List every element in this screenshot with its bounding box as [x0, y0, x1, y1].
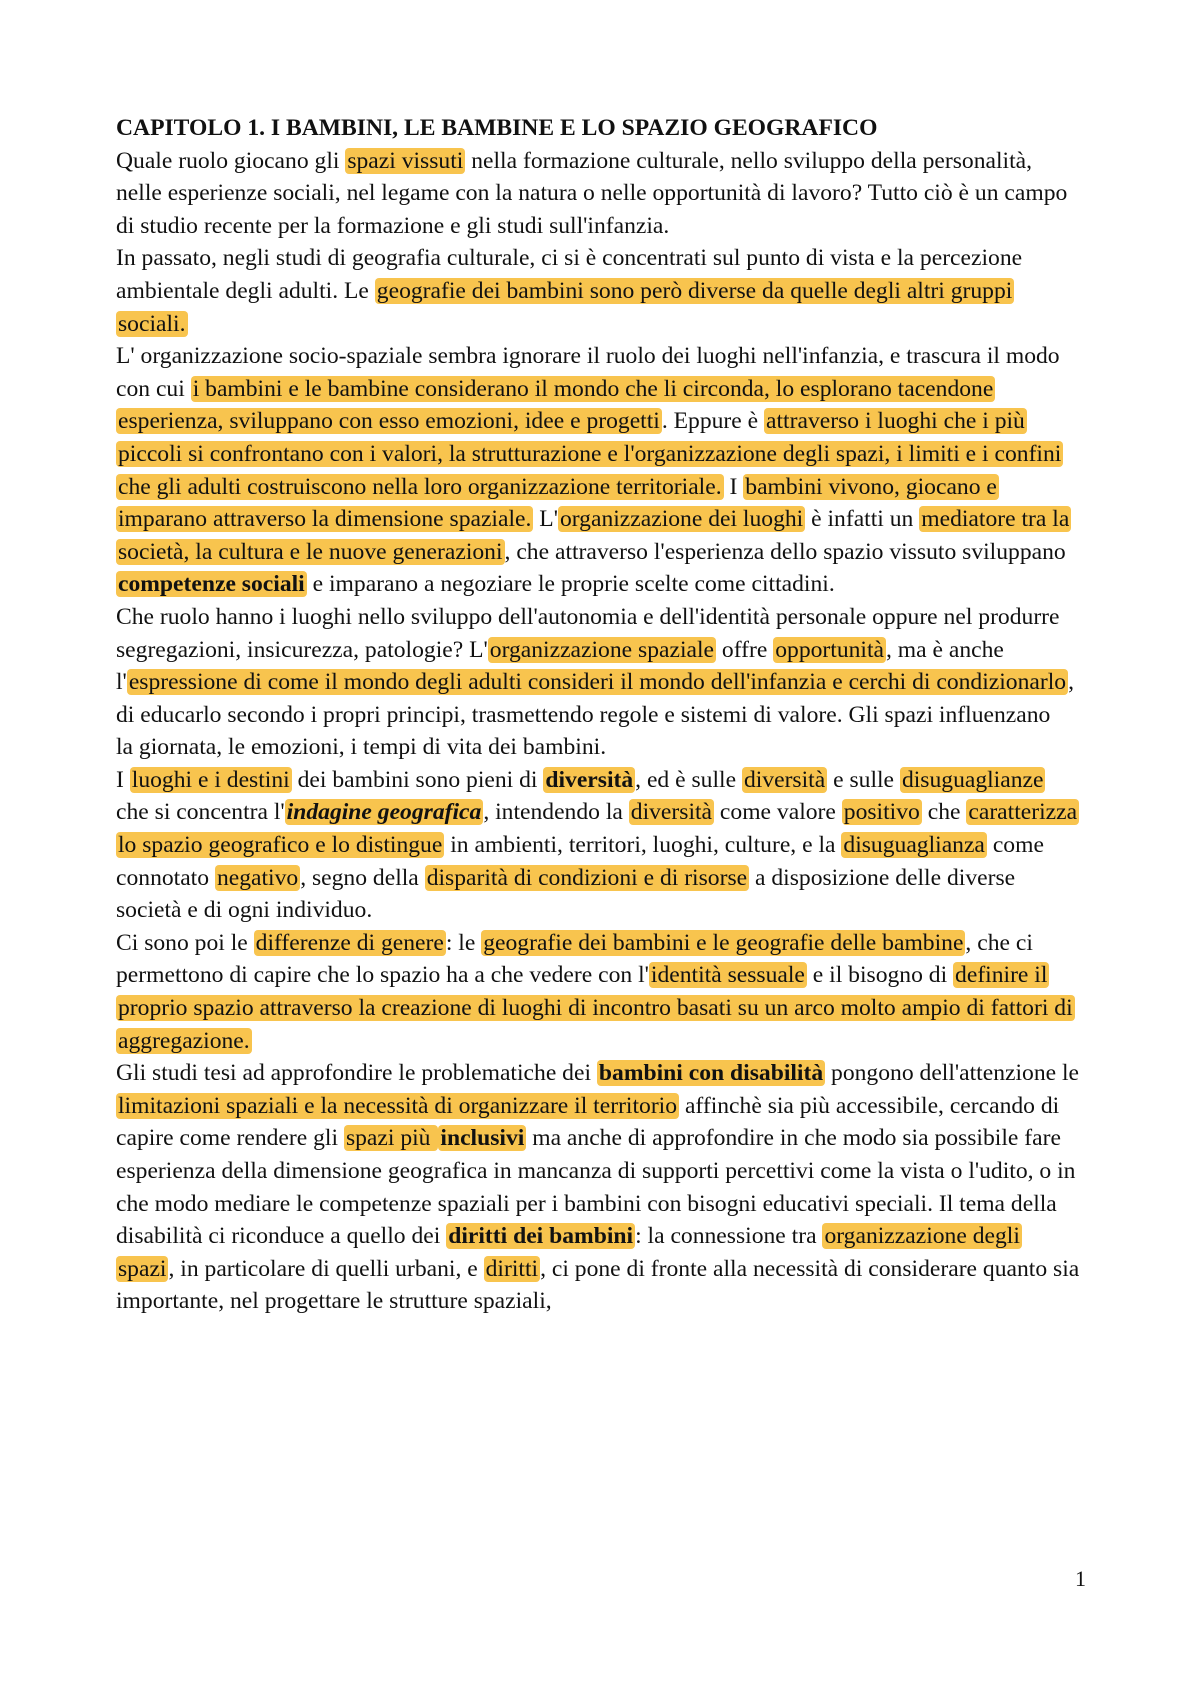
paragraph [116, 242, 1082, 340]
text-run: : le [445, 929, 482, 956]
highlighted-text: definire il proprio spazio attraverso la creazione di luoghi di incontro basati su un arco molto ampio di fattori di aggregazione. [118, 962, 1073, 1054]
text-run: Che ruolo hanno i luoghi nello sviluppo dell'autonomia e dell'identità personale oppure nel produrre segregazioni, insicurezza, patologie? L' [116, 603, 1060, 663]
text-run: , intendendo la [483, 799, 629, 826]
text-run: e imparano a negoziare le proprie scelte come cittadini. [306, 571, 835, 598]
highlighted-text: attraverso i luoghi che i più piccoli si confrontano con i valori, la strutturazione e l'organizzazione degli spazi, i limiti e i confini che gli adulti costruiscono nella loro organizzazione territoriale. [118, 408, 1062, 500]
highlighted-text: disparità di condizioni e di risorse [426, 864, 748, 891]
highlighted-text: luoghi e i destini [131, 766, 290, 793]
chapter-title: CAPITOLO 1. I BAMBINI, LE BAMBINE E LO SPAZIO GEOGRAFICO [116, 115, 878, 141]
highlighted-text: diversità [743, 766, 826, 793]
highlighted-text: disuguaglianze [901, 766, 1044, 793]
highlighted-text: diritti dei bambini [448, 1223, 634, 1250]
highlighted-text: disuguaglianza [843, 832, 985, 859]
highlighted-text: spazi più [345, 1125, 437, 1152]
text-run: che si concentra l' [116, 799, 285, 826]
text-run: L' organizzazione socio-spaziale sembra ignorare il ruolo dei luoghi nell'infanzia, e trascura il modo con cui [116, 343, 1060, 402]
page-number: 1 [1075, 1566, 1086, 1591]
paragraph-list [116, 145, 1082, 1318]
highlighted-text: spazi vissuti [347, 147, 464, 174]
highlighted-text: i bambini e le bambine considerano il mondo che li circonda, lo esplorano tacendone esperienza, sviluppano con esso emozioni, idee e progetti [118, 375, 994, 435]
highlighted-text: competenze sociali [118, 571, 305, 598]
highlighted-text: organizzazione dei luoghi [559, 506, 804, 533]
text-run: , che attraverso l'esperienza dello spazio vissuto sviluppano [504, 538, 1066, 565]
paragraph [116, 731, 1082, 764]
highlighted-text: caratterizza lo spazio geografico e lo distingue [118, 799, 1078, 859]
highlighted-text: geografie dei bambini e le geografie delle bambine [483, 929, 964, 956]
text-run: In passato, negli studi di geografia culturale, ci si è concentrati sul punto di vista e la percezione ambientale degli adulti. Le [116, 245, 1023, 304]
highlighted-text: mediatore tra la società, la cultura e le nuove generazioni [118, 506, 1070, 565]
highlighted-text: espressione di come il mondo degli adulti consideri il mondo dell'infanzia e cerchi di condizionarlo [128, 669, 1067, 696]
text-run: , segno della [300, 864, 425, 891]
text-run: a disposizione delle diverse società e di ogni individuo. [116, 864, 1016, 924]
text-run: I [116, 766, 130, 793]
text-run: ma anche di approfondire in che modo sia possibile fare esperienza della dimensione geografica in mancanza di supporti percettivi come la vista o l'udito, o in che modo mediare le competenze spaziali per i bambini con bisogni educativi speciali. Il tema della disabilità ci riconduce a quello dei [116, 1125, 1076, 1250]
text-run: offre [716, 636, 774, 663]
highlighted-text: organizzazione degli spazi [118, 1223, 1020, 1282]
highlighted-text: geografie dei bambini sono però diverse da quelle degli altri gruppi sociali. [118, 277, 1013, 337]
highlighted-text: negativo [216, 864, 299, 891]
text-run: nella formazione culturale, nello sviluppo della personalità, nelle esperienze sociali, nel legame con la natura o nelle opportunità di lavoro? Tutto ciò è un campo di studio recente per la formazione e gli studi sull'infanzia. [116, 147, 1068, 239]
text-run: , ci pone di fronte alla necessità di considerare quanto sia importante, nel progettare le strutture spaziali, [116, 1255, 1080, 1315]
highlighted-text: differenze di genere [255, 929, 444, 956]
paragraph [116, 1057, 1082, 1318]
highlighted-text: positivo [843, 799, 920, 826]
highlighted-text: diritti [485, 1255, 539, 1282]
text-run: L' [533, 506, 558, 533]
text-run: dei bambini sono pieni di [291, 766, 544, 793]
paragraph [116, 340, 1082, 601]
highlighted-text: bambini vivono, giocano e imparano attraverso la dimensione spaziale. [118, 473, 997, 533]
highlighted-text: bambini con disabilità [598, 1060, 824, 1087]
text-run: la giornata, le emozioni, i tempi di vita dei bambini. [116, 734, 607, 761]
text-run: e il bisogno di [806, 962, 954, 989]
highlighted-text: organizzazione spaziale [489, 636, 714, 663]
text-run: I [723, 473, 744, 500]
text-run: Quale ruolo giocano gli [116, 147, 346, 174]
paragraph [116, 927, 1082, 1057]
text-run: e sulle [827, 766, 900, 793]
text-run: , in particolare di quelli urbani, e [168, 1255, 484, 1282]
paragraph [116, 601, 1082, 731]
text-run: come connotato [116, 832, 1044, 891]
text-run: pongono dell'attenzione le [825, 1060, 1080, 1087]
text-run: . Eppure è [661, 408, 765, 435]
highlighted-text: limitazioni spaziali e la necessità di organizzare il territorio [118, 1092, 678, 1119]
highlighted-text: opportunità [775, 636, 884, 663]
highlighted-text: identità sessuale [650, 962, 805, 989]
paragraph [116, 764, 1082, 927]
text-run: come valore [714, 799, 842, 826]
highlighted-text: inclusivi [440, 1125, 525, 1152]
text-run: Gli studi tesi ad approfondire le problematiche dei [116, 1060, 597, 1087]
text-run: , ma è anche l' [116, 636, 1004, 696]
text-run: , ed è sulle [635, 766, 742, 793]
highlighted-text: diversità [630, 799, 713, 826]
text-run: , di educarlo secondo i propri principi, trasmettendo regole e sistemi di valore. Gli spazi influenzano [116, 669, 1074, 728]
document-body [116, 112, 1082, 1318]
text-run: , che ci permettono di capire che lo spazio ha a che vedere con l' [116, 929, 1033, 989]
text-run: in ambienti, territori, luoghi, culture, e la [444, 832, 842, 859]
paragraph [116, 145, 1082, 243]
highlighted-text: diversità [545, 766, 634, 793]
text-run: che [921, 799, 967, 826]
text-run: affinchè sia più accessibile, cercando di capire come rendere gli [116, 1092, 1060, 1152]
highlighted-text: indagine geografica [286, 799, 482, 826]
text-run: Ci sono poi le [116, 929, 254, 956]
text-run: è infatti un [805, 506, 920, 533]
text-run: : la connessione tra [635, 1223, 823, 1250]
